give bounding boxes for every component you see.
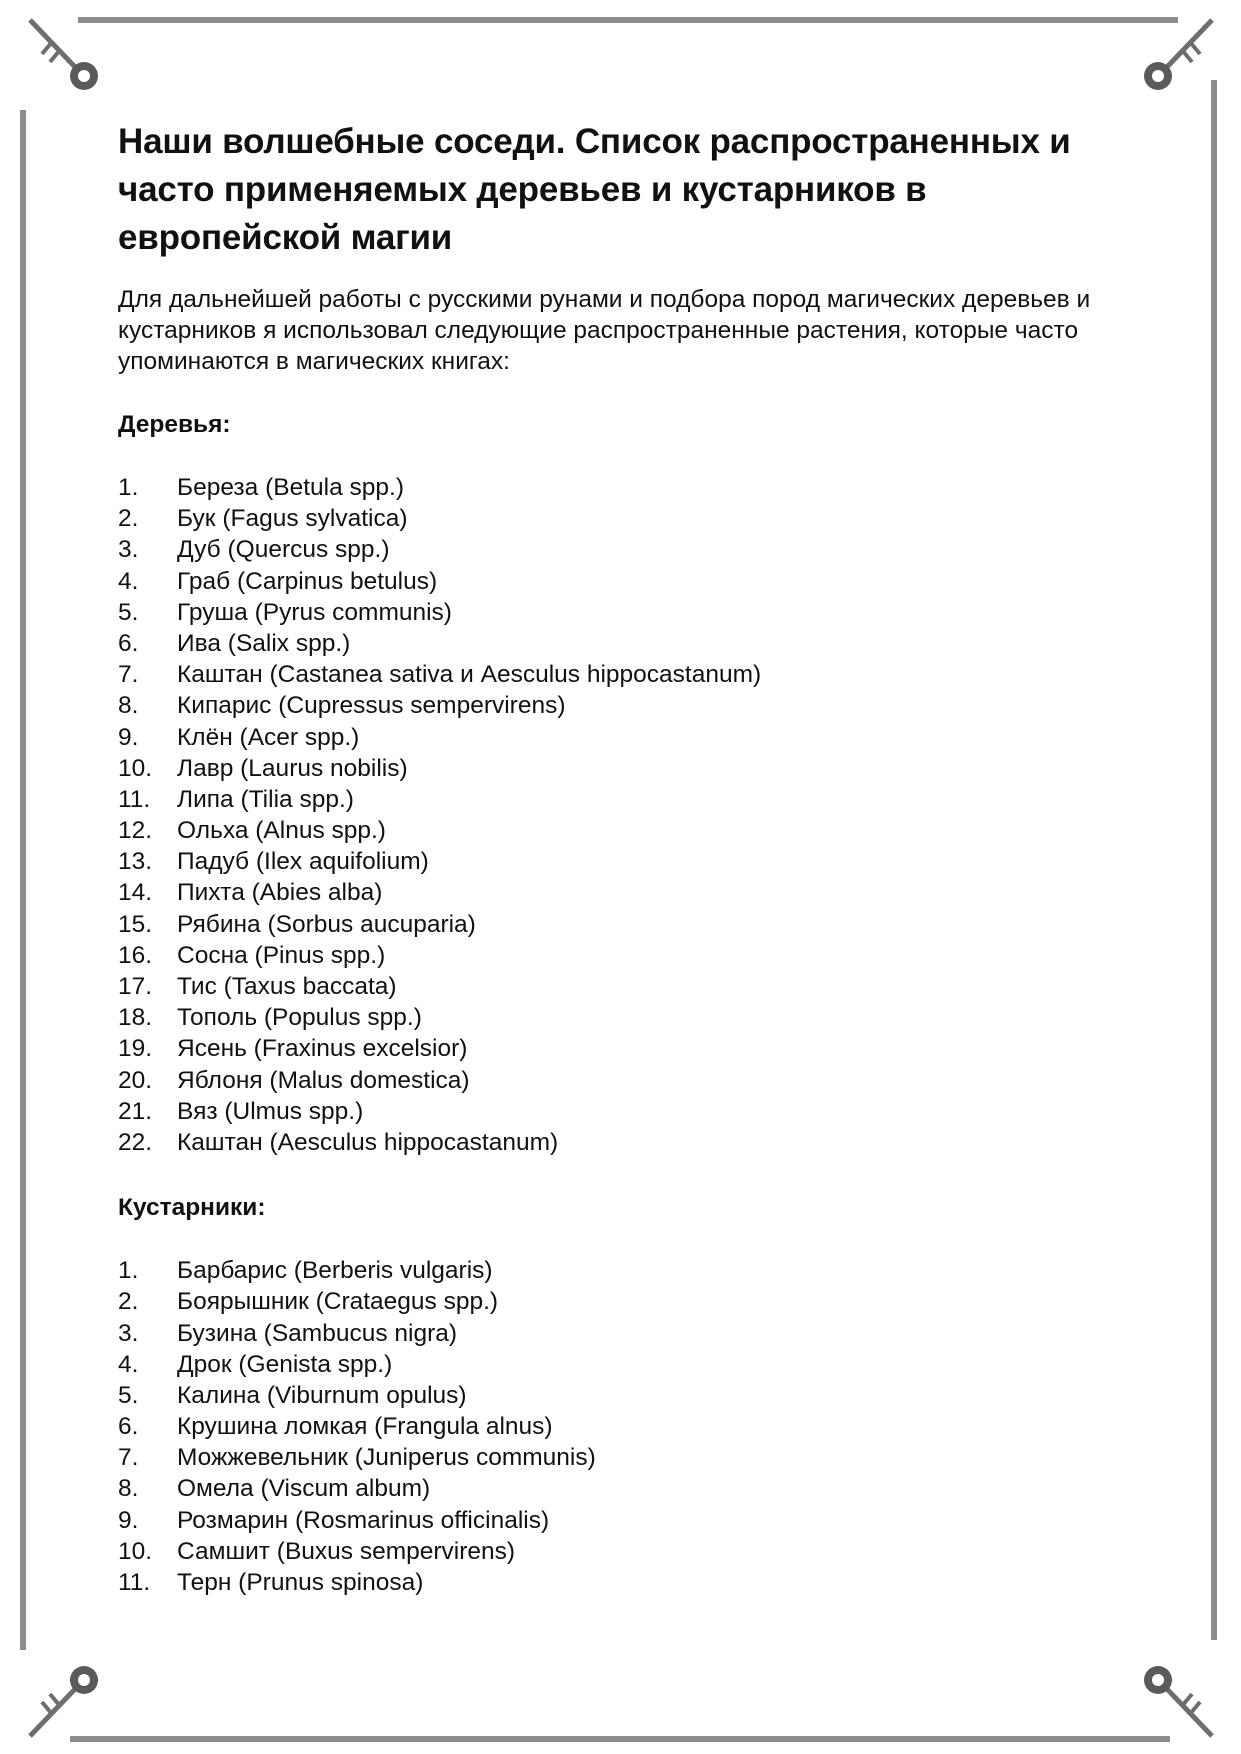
list-item-number: 21. <box>118 1097 153 1125</box>
list-item-text: Сосна (Pinus spp.) <box>177 941 386 969</box>
list-item-text: Розмарин (Rosmarinus officinalis) <box>177 1506 550 1534</box>
list-item-text: Ясень (Fraxinus excelsior) <box>177 1035 468 1063</box>
frame-right-border <box>1211 80 1217 1640</box>
list-item-number: 17. <box>118 973 153 1000</box>
list-item <box>118 940 1128 971</box>
list-item-number: 5. <box>118 1381 139 1409</box>
list-item-number: 2. <box>118 505 139 533</box>
list-item-number: 1. <box>118 1257 139 1285</box>
list-item-number: 8. <box>118 1475 139 1503</box>
list-item <box>118 909 1128 940</box>
list-item <box>118 1002 1128 1033</box>
intro-paragraph: Для дальнейшей работы с русскими рунами и подбора пород магических деревьев и кустарников я использовал следующие распространенные растения, которые часто упоминаются в магических книгах: <box>118 286 1091 375</box>
list-item-number: 20. <box>118 1066 153 1094</box>
list-item-text: Граб (Carpinus betulus) <box>177 567 438 595</box>
list-item-text: Ольха (Alnus spp.) <box>177 817 386 845</box>
list-item <box>118 1473 1128 1504</box>
list-item <box>118 1096 1128 1127</box>
list-item-number: 15. <box>118 910 153 938</box>
list-item-number: 10. <box>118 1537 153 1565</box>
page-title: Наши волшебные соседи. Список распространенных и часто применяемых деревьев и кустарников в европейской магии <box>118 122 1071 257</box>
shrubs-list <box>118 1255 1128 1598</box>
list-item-text: Яблоня (Malus domestica) <box>177 1066 470 1094</box>
list-item <box>118 1127 1128 1158</box>
list-item-number: 16. <box>118 941 153 969</box>
list-item-text: Можжевельник (Juniperus communis) <box>177 1444 596 1472</box>
list-item-number: 18. <box>118 1004 153 1032</box>
key-ornament-icon <box>1110 8 1230 128</box>
key-ornament-icon <box>1110 1628 1230 1748</box>
list-item-text: Крушина ломкая (Frangula alnus) <box>177 1413 553 1441</box>
list-item-number: 11. <box>118 1569 151 1596</box>
frame-left-border <box>20 110 26 1650</box>
list-item-number: 1. <box>118 474 139 501</box>
list-item-number: 8. <box>118 692 139 720</box>
document-body <box>118 118 1128 1598</box>
list-item-text: Калина (Viburnum opulus) <box>177 1381 467 1409</box>
list-item-text: Тис (Taxus baccata) <box>177 973 397 1000</box>
list-item <box>118 753 1128 784</box>
list-item-number: 11. <box>118 785 151 813</box>
list-item <box>118 597 1128 628</box>
list-item-text: Вяз (Ulmus spp.) <box>177 1097 364 1125</box>
key-ornament-icon <box>12 8 132 128</box>
list-item-text: Груша (Pyrus communis) <box>177 598 452 626</box>
list-item <box>118 1255 1128 1286</box>
list-item-number: 14. <box>118 879 153 907</box>
list-item <box>118 1505 1128 1536</box>
list-item-text: Омела (Viscum album) <box>177 1475 431 1503</box>
list-item <box>118 877 1128 908</box>
frame-bottom-border <box>70 1736 1170 1742</box>
list-item-text: Ива (Salix spp.) <box>177 629 351 657</box>
list-item <box>118 1442 1128 1473</box>
list-item <box>118 1380 1128 1411</box>
list-item-number: 3. <box>118 536 139 564</box>
list-item <box>118 1349 1128 1380</box>
list-item-text: Рябина (Sorbus aucuparia) <box>177 910 476 938</box>
list-item-text: Барбарис (Berberis vulgaris) <box>177 1257 493 1285</box>
shrubs-heading: Кустарники: <box>118 1194 266 1222</box>
list-item <box>118 722 1128 753</box>
list-item <box>118 1065 1128 1096</box>
list-item-text: Самшит (Buxus sempervirens) <box>177 1537 516 1565</box>
list-item <box>118 534 1128 565</box>
list-item-number: 13. <box>118 848 153 876</box>
list-item-number: 2. <box>118 1288 139 1316</box>
list-item-number: 6. <box>118 1413 139 1441</box>
list-item-text: Боярышник (Crataegus spp.) <box>177 1288 499 1316</box>
key-ornament-icon <box>12 1628 132 1748</box>
list-item-number: 10. <box>118 754 153 782</box>
list-item-text: Бук (Fagus sylvatica) <box>177 505 408 533</box>
list-item <box>118 1286 1128 1317</box>
list-item <box>118 472 1128 503</box>
list-item <box>118 1411 1128 1442</box>
list-item-number: 4. <box>118 1350 139 1378</box>
list-item-number: 7. <box>118 1444 139 1472</box>
list-item-text: Тополь (Populus spp.) <box>177 1004 422 1032</box>
list-item-text: Терн (Prunus spinosa) <box>177 1569 424 1596</box>
list-item-text: Липа (Tilia spp.) <box>177 785 354 813</box>
list-item-number: 7. <box>118 661 139 689</box>
list-item <box>118 690 1128 721</box>
list-item-number: 19. <box>118 1035 153 1063</box>
list-item-number: 12. <box>118 817 153 845</box>
list-item-number: 9. <box>118 1506 139 1534</box>
list-item <box>118 659 1128 690</box>
list-item-text: Каштан (Castanea sativa и Aesculus hippocastanum) <box>177 661 762 689</box>
list-item-number: 5. <box>118 598 139 626</box>
list-item <box>118 1318 1128 1349</box>
list-item-text: Береза (Betula spp.) <box>177 474 404 501</box>
list-item <box>118 846 1128 877</box>
list-item <box>118 1567 1128 1598</box>
list-item <box>118 784 1128 815</box>
list-item-number: 3. <box>118 1319 139 1347</box>
list-item-number: 6. <box>118 629 139 657</box>
list-item <box>118 1536 1128 1567</box>
list-item <box>118 503 1128 534</box>
list-item-text: Каштан (Aesculus hippocastanum) <box>177 1128 559 1156</box>
list-item-text: Лавр (Laurus nobilis) <box>177 754 408 782</box>
list-item <box>118 971 1128 1002</box>
list-item-number: 4. <box>118 567 139 595</box>
list-item-text: Падуб (Ilex aquifolium) <box>177 848 429 876</box>
list-item <box>118 628 1128 659</box>
trees-list <box>118 472 1128 1158</box>
list-item-number: 22. <box>118 1128 153 1156</box>
list-item-text: Клён (Acer spp.) <box>177 723 360 751</box>
frame-top-border <box>78 17 1178 23</box>
list-item <box>118 566 1128 597</box>
list-item-text: Дрок (Genista spp.) <box>177 1350 393 1378</box>
list-item <box>118 1033 1128 1064</box>
list-item-number: 9. <box>118 723 139 751</box>
list-item-text: Пихта (Abies alba) <box>177 879 383 907</box>
list-item-text: Дуб (Quercus spp.) <box>177 536 390 564</box>
trees-heading: Деревья: <box>118 411 231 438</box>
list-item <box>118 815 1128 846</box>
list-item-text: Кипарис (Cupressus sempervirens) <box>177 692 566 720</box>
list-item-text: Бузина (Sambucus nigra) <box>177 1319 458 1347</box>
